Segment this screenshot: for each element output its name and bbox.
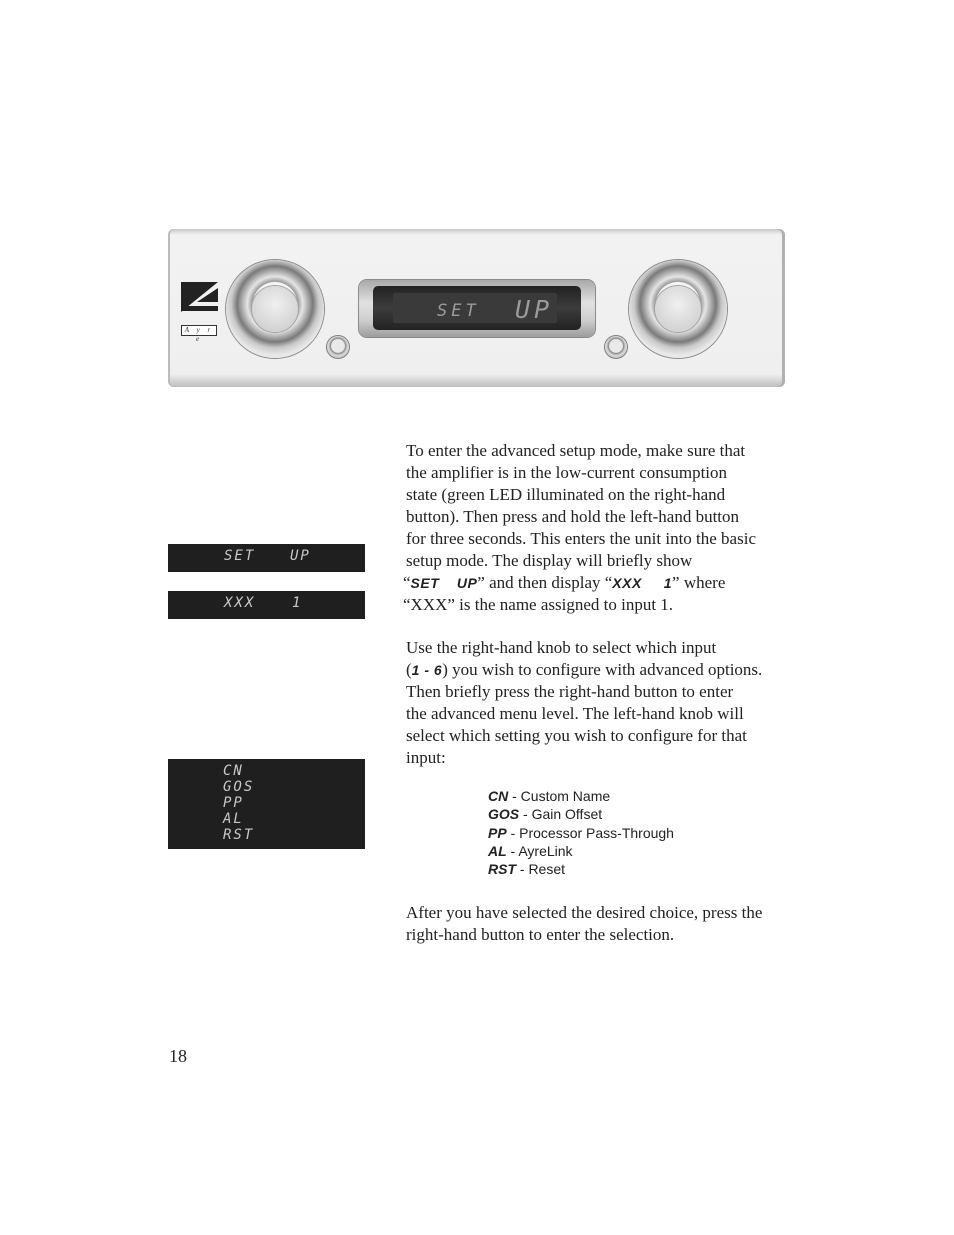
definition-item: CN - Custom Name (488, 788, 611, 804)
right-button (605, 336, 627, 358)
readout-input-left: XXX (224, 595, 256, 611)
left-button (327, 336, 349, 358)
readout-setup (168, 544, 365, 572)
display-text-left: SET (437, 301, 480, 321)
settings-definitions (488, 787, 674, 878)
display-screen (373, 286, 581, 330)
readout-setup-left: SET (224, 548, 256, 564)
code-range: 1 - 6 (411, 662, 443, 678)
readout-menu-item: PP (223, 795, 244, 811)
display-text-right: UP (515, 295, 554, 324)
left-knob (226, 260, 324, 358)
page-number: 18 (169, 1046, 187, 1066)
definition-item: GOS - Gain Offset (488, 806, 603, 823)
ayre-logo-word: A y r e (181, 325, 217, 336)
readout-setup-right: UP (290, 548, 311, 564)
readout-menu-item: AL (223, 811, 244, 827)
amplifier-front-panel (168, 229, 785, 387)
display-bezel (359, 280, 595, 337)
paragraph-select-input: Use the right-hand knob to select which input (1 - 6) you wish to configure with advanced options. Then briefly press the right-hand button to enter the advanced menu level. The left-hand knob will select which setting you wish to configure for that input: (406, 638, 763, 767)
readout-menu-item: RST (223, 827, 255, 843)
readout-input (168, 591, 365, 619)
readout-menu-item: GOS (223, 779, 255, 795)
definition-item: AL - AyreLink (488, 842, 573, 859)
definition-item: PP - Processor Pass-Through (488, 824, 674, 841)
ayre-logo (181, 282, 218, 343)
readout-input-right: 1 (292, 595, 303, 611)
code-set-up: SET UP (410, 575, 478, 591)
readout-menu-list (223, 763, 254, 843)
right-knob (629, 260, 727, 358)
readout-menu (168, 759, 365, 849)
readout-menu-item: CN (223, 763, 244, 779)
ayre-logo-mark-icon (181, 282, 218, 324)
definition-item: RST - Reset (488, 861, 566, 878)
paragraph-enter-setup: To enter the advanced setup mode, make sure that the amplifier is in the low-current consumption state (green LED illuminated on the right-hand button). Then press and hold the left-hand button for three seconds. This enters the unit into the basic setup mode. The display will briefly show “SET UP” and then display “XXX 1” where “XXX” is the name assigned to input 1. (403, 441, 756, 614)
paragraph-confirm-selection: After you have selected the desired choice, press the right-hand button to enter the selection. (406, 903, 763, 944)
code-xxx-1: XXX 1 (612, 575, 673, 591)
